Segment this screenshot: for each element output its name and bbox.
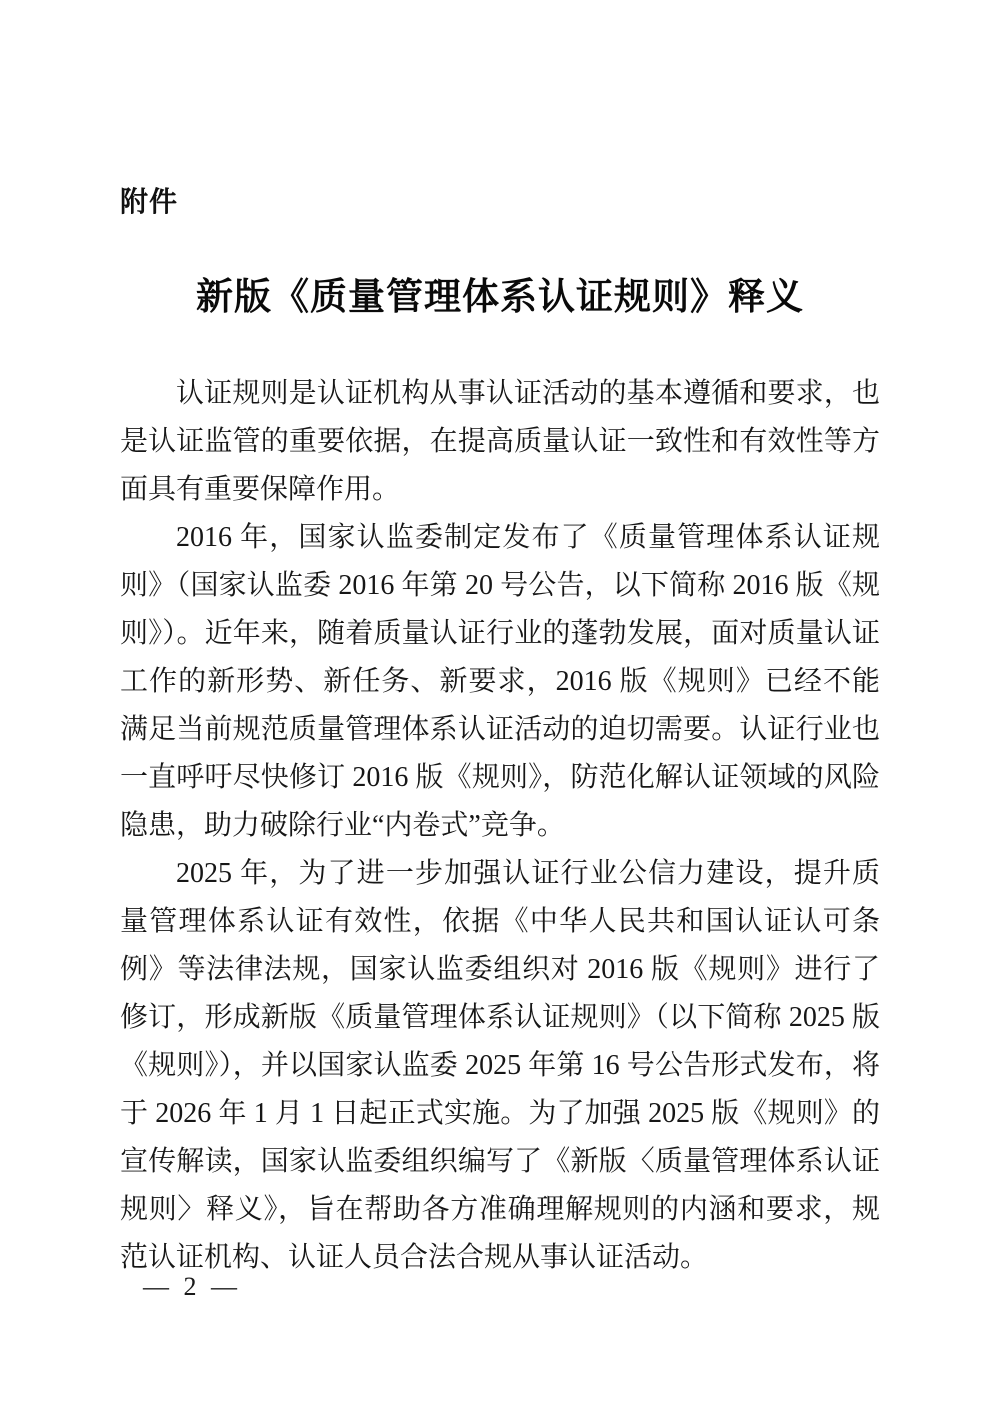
- page-number: — 2 —: [143, 1272, 241, 1301]
- paragraph-2016-rules: 2016 年，国家认监委制定发布了《质量管理体系认证规则》（国家认监委 2016 年第 20 号公告，以下简称 2016 版《规则》）。近年来，随着质量认证行业的蓬勃发展，面对质量认证工作的新形势、新任务、新要求，2016 版《规则》已经不能满足当前规范质量管理体系认证活动的迫切需要。认证行业也一直呼吁尽快修订 2016 版《规则》，防范化解认证领域的风险隐患，助力破除行业“内卷式”竞争。: [120, 522, 880, 841]
- paragraph-intro: 认证规则是认证机构从事认证活动的基本遵循和要求，也是认证监管的重要依据，在提高质量认证一致性和有效性等方面具有重要保障作用。: [120, 378, 880, 505]
- attachment-label: 附件: [120, 186, 179, 217]
- paragraph-2025-revision: 2025 年，为了进一步加强认证行业公信力建设，提升质量管理体系认证有效性，依据《中华人民共和国认证认可条例》等法律法规，国家认监委组织对 2016 版《规则》进行了修订，形成新版《质量管理体系认证规则》（以下简称 2025 版《规则》），并以国家认监委 2025 年第 16 号公告形式发布，将于 2026 年 1 月 1 日起正式实施。为了加强 2025 版《规则》的宣传解读，国家认监委组织编写了《新版〈质量管理体系认证规则〉释义》，旨在帮助各方准确理解规则的内涵和要求，规范认证机构、认证人员合法合规从事认证活动。: [120, 858, 880, 1273]
- document-body: [120, 370, 880, 1282]
- page-title: 新版《质量管理体系认证规则》释义: [196, 277, 804, 318]
